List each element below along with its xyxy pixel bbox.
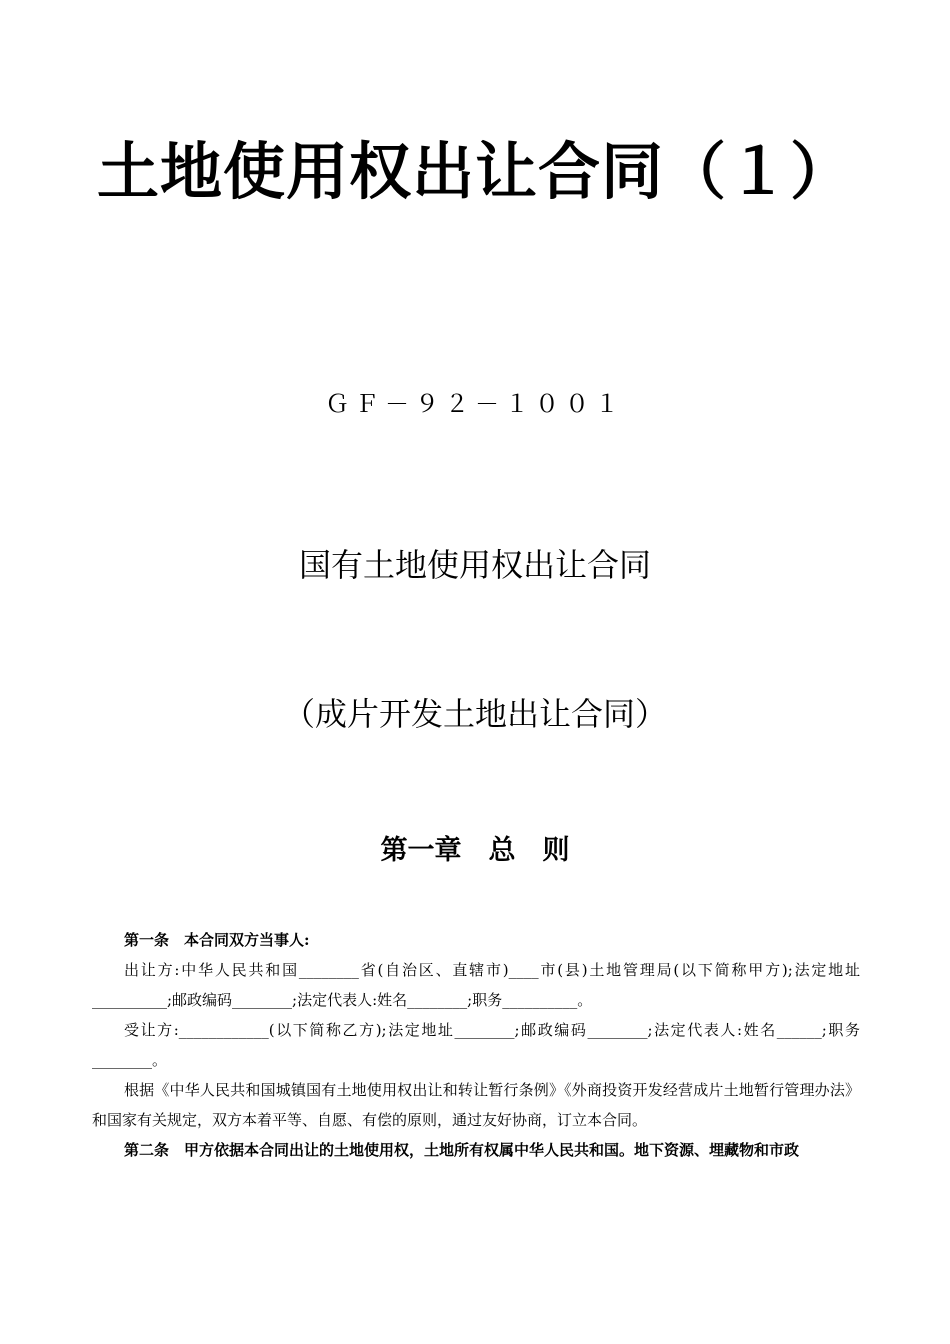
chapter-heading: 第一章 总 则 <box>380 835 570 866</box>
contract-code: ＧＦ－９２－１００１ <box>325 390 625 418</box>
article-2-paragraph: 第二条 甲方依据本合同出让的土地使用权，土地所有权属中华人民共和国。地下资源、埋藏物和市政 <box>124 1141 800 1159</box>
document-title: 土地使用权出让合同（１） <box>96 135 853 208</box>
contract-type-subtitle: （成片开发土地出让合同） <box>282 695 667 733</box>
contract-body <box>92 925 860 1165</box>
grantee-paragraph: 受让方:____________(以下简称乙方);法定地址________;邮政编码________;法定代表人:姓名______;职务________。 <box>92 1021 860 1069</box>
grantor-paragraph: 出让方:中华人民共和国________省(自治区、直辖市)____市(县)土地管理局(以下简称甲方);法定地址__________;邮政编码________;法定代表人:姓名________;职务__________。 <box>92 961 860 1009</box>
contract-subtitle: 国有土地使用权出让合同 <box>298 546 651 584</box>
article-1-heading: 第一条 本合同双方当事人: <box>124 931 310 949</box>
basis-paragraph: 根据《中华人民共和国城镇国有土地使用权出让和转让暂行条例》《外商投资开发经营成片土地暂行管理办法》和国家有关规定，双方本着平等、自愿、有偿的原则，通过友好协商，订立本合同。 <box>92 1081 860 1129</box>
